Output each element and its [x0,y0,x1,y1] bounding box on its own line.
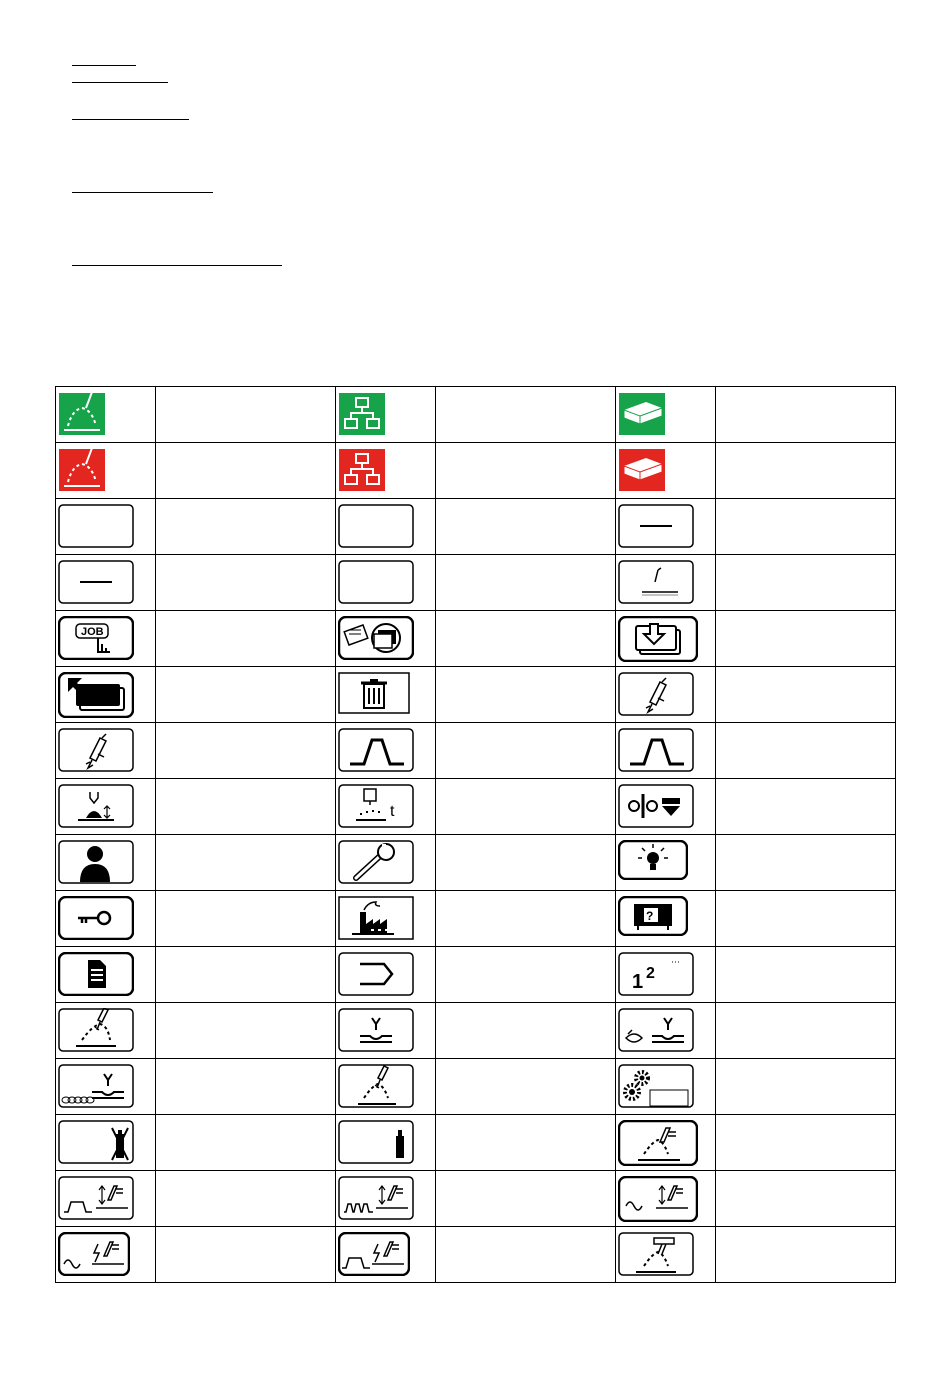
description-cell [156,1227,336,1283]
description-cell [716,1003,896,1059]
icon-cell [336,779,436,835]
icon-cell [616,387,716,443]
icon-cell [616,1059,716,1115]
header-rule-3 [72,119,189,120]
description-cell [436,1115,616,1171]
icon-cell [336,555,436,611]
icon-cell [56,779,156,835]
icon-cell [56,667,156,723]
description-cell [156,443,336,499]
svg-text:?: ? [646,909,654,923]
description-cell [156,835,336,891]
description-cell [436,1003,616,1059]
description-cell [716,443,896,499]
description-cell [436,947,616,1003]
description-cell [716,947,896,1003]
description-cell [156,387,336,443]
svg-text:JOB: JOB [81,626,104,638]
description-cell [436,891,616,947]
description-cell [716,779,896,835]
icon-cell [56,723,156,779]
icon-cell [56,1227,156,1283]
icon-cell [616,611,716,667]
description-cell [436,1171,616,1227]
description-cell [156,947,336,1003]
icon-cell [336,667,436,723]
description-cell [436,555,616,611]
icon-cell [616,1003,716,1059]
icon-cell [56,443,156,499]
icon-cell [56,555,156,611]
icon-cell [616,1115,716,1171]
icon-cell [616,1171,716,1227]
icon-cell [336,387,436,443]
icon-table-row [56,611,896,667]
icon-cell [616,443,716,499]
icon-cell [616,779,716,835]
description-cell [436,611,616,667]
icon-table-row [56,835,896,891]
icon-table-row [56,1227,896,1283]
description-cell [436,443,616,499]
icon-cell [56,499,156,555]
description-cell [716,891,896,947]
icon-cell [616,1227,716,1283]
description-cell [716,555,896,611]
description-cell [156,555,336,611]
description-cell [716,499,896,555]
icon-table-row [56,555,896,611]
svg-text:t: t [390,803,395,820]
icon-table-row [56,947,896,1003]
icon-cell [336,611,436,667]
icon-cell [336,835,436,891]
description-cell [436,779,616,835]
icon-cell [616,499,716,555]
description-cell [156,1059,336,1115]
icon-table-row [56,1059,896,1115]
description-cell [716,1227,896,1283]
icon-cell [336,947,436,1003]
description-cell [436,1059,616,1115]
icon-cell [336,1059,436,1115]
icon-cell [56,1171,156,1227]
description-cell [156,779,336,835]
icon-table-row [56,667,896,723]
icon-cell [336,1003,436,1059]
header-rule-2 [72,82,168,83]
svg-text:1: 1 [632,971,644,993]
description-cell [436,1227,616,1283]
icon-cell [56,947,156,1003]
icon-cell [56,835,156,891]
header-rule-5 [72,265,282,266]
icon-cell [616,555,716,611]
description-cell [716,1059,896,1115]
description-cell [156,1115,336,1171]
icon-cell [56,1059,156,1115]
description-cell [436,387,616,443]
icon-table-row [56,779,896,835]
description-cell [156,891,336,947]
description-cell [436,667,616,723]
description-cell [716,835,896,891]
header-rule-1 [72,65,136,66]
icon-cell [56,387,156,443]
description-cell [156,667,336,723]
icon-cell [56,611,156,667]
icon-table-row [56,1115,896,1171]
svg-text:2: 2 [646,965,655,982]
description-cell [716,723,896,779]
icon-cell [336,723,436,779]
icon-table-row [56,499,896,555]
icon-cell [56,891,156,947]
icon-cell [56,1115,156,1171]
icon-table-row [56,1171,896,1227]
description-cell [436,723,616,779]
icon-table-row [56,443,896,499]
icon-cell [616,723,716,779]
description-cell [436,835,616,891]
icon-cell [616,947,716,1003]
description-cell [716,1171,896,1227]
description-cell [716,1115,896,1171]
icon-cell [56,1003,156,1059]
description-cell [156,499,336,555]
icon-cell [336,1227,436,1283]
description-cell [156,611,336,667]
icon-cell [336,443,436,499]
icon-cell [616,667,716,723]
icon-table-row [56,891,896,947]
icon-table-row [56,723,896,779]
description-cell [436,499,616,555]
icon-table [55,386,896,1283]
description-cell [156,1171,336,1227]
icon-table-row [56,1003,896,1059]
icon-cell [336,499,436,555]
icon-cell [336,891,436,947]
icon-cell [336,1171,436,1227]
header-rule-4 [72,192,213,193]
icon-cell [616,835,716,891]
icon-cell [336,1115,436,1171]
description-cell [716,667,896,723]
description-cell [156,1003,336,1059]
description-cell [716,387,896,443]
description-cell [716,611,896,667]
icon-cell [616,891,716,947]
icon-table-row [56,387,896,443]
description-cell [156,723,336,779]
